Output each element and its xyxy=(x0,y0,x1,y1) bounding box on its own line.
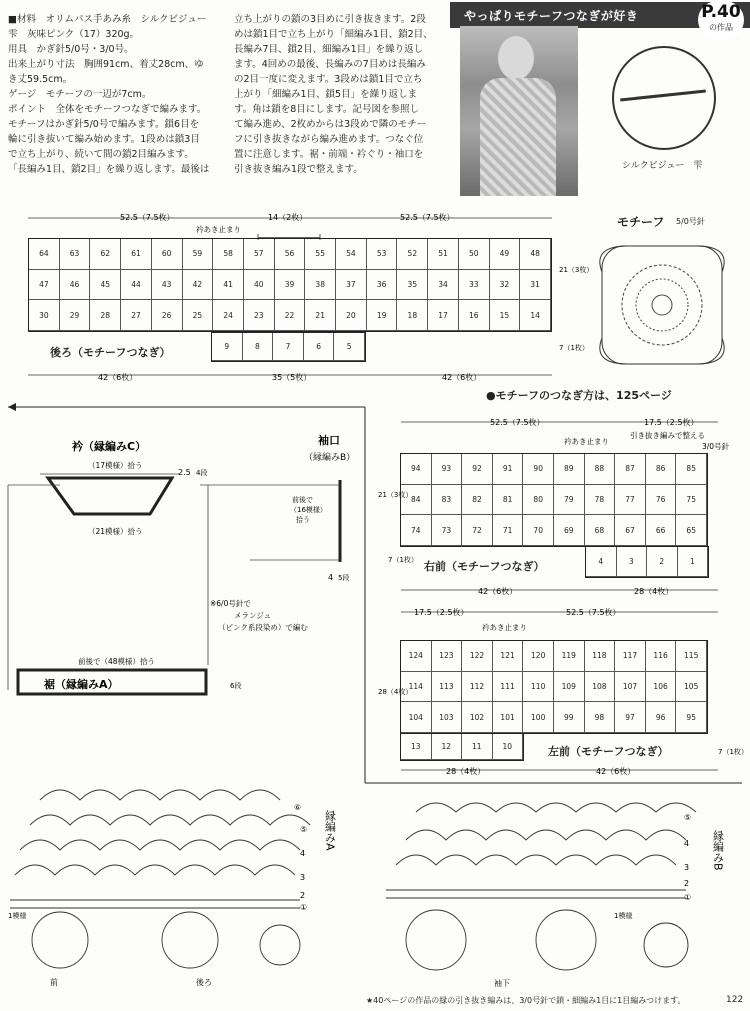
right-front-bottom-grid xyxy=(585,546,709,578)
motif-cell: 11 xyxy=(462,734,493,760)
motif-cell: 13 xyxy=(401,734,432,760)
page-badge xyxy=(698,1,744,39)
motif-cell: 15 xyxy=(490,300,521,331)
intro-line: 雫 灰味ピンク（17）320g。 xyxy=(8,29,140,40)
collar-top-pick: （17模様）拾う xyxy=(88,461,143,470)
motif-cell: 54 xyxy=(336,239,367,270)
motif-cell: 40 xyxy=(244,270,275,301)
photo-garment xyxy=(480,78,556,196)
motif-cell: 113 xyxy=(432,672,463,703)
back-bottom-dim-mid: 35（5枚） xyxy=(272,373,312,382)
intro-line: 「長編み1目、鎖2目」を繰り返します。最後は xyxy=(8,164,210,175)
motif-ring-mid xyxy=(636,279,688,331)
instr-line: 引き抜き編み1段で整えます。 xyxy=(234,164,363,175)
lf-bottom-dim-left: 28（4枚） xyxy=(446,767,486,776)
motif-cell: 53 xyxy=(367,239,398,270)
rf-trim-note: 引き抜き編みで整える xyxy=(630,431,705,440)
motif-cell: 68 xyxy=(585,515,616,546)
instr-line: 置に注意します。裾・前端・衿ぐり・袖口を xyxy=(234,149,424,160)
motif-cell: 27 xyxy=(121,300,152,331)
motif-cell: 93 xyxy=(432,454,463,485)
motif-cell: 29 xyxy=(60,300,91,331)
motif-cell: 46 xyxy=(60,270,91,301)
intro-line: 輪に引き抜いて編み始めます。1段めは鎖3目 xyxy=(8,134,200,145)
collar-band xyxy=(48,478,172,514)
motif-cell: 16 xyxy=(459,300,490,331)
motif-cell: 21 xyxy=(305,300,336,331)
motif-cell: 33 xyxy=(459,270,490,301)
motif-cell: 80 xyxy=(523,485,554,516)
motif-cell: 120 xyxy=(523,641,554,672)
left-front-bottom-grid xyxy=(400,733,524,761)
collar-rows-unit: 4段 xyxy=(196,469,208,477)
motif-cell: 44 xyxy=(121,270,152,301)
edge-a-row-3: 3 xyxy=(300,873,306,882)
motif-cell: 75 xyxy=(676,485,707,516)
motif-cell: 88 xyxy=(585,454,616,485)
section-banner xyxy=(450,2,750,32)
hem-pick: 前後で（48模様）拾う xyxy=(78,657,156,666)
motif-cell: 77 xyxy=(615,485,646,516)
rf-top-dim-right: 17.5（2.5枚） xyxy=(644,418,699,427)
motif-corners xyxy=(600,246,724,364)
edge-a-front: 前 xyxy=(50,978,58,987)
motif-cell: 70 xyxy=(523,515,554,546)
motif-cell: 24 xyxy=(213,300,244,331)
motif-cell: 96 xyxy=(646,702,677,733)
back-bottom-dim-left: 42（6枚） xyxy=(98,373,138,382)
motif-cell: 20 xyxy=(336,300,367,331)
edge-b-repeat: 1模様 xyxy=(614,912,633,920)
lf-top-dim-right: 52.5（7.5枚） xyxy=(566,608,621,617)
edge-a-row-6: ⑥ xyxy=(294,803,302,812)
rf-top-dim-left: 52.5（7.5枚） xyxy=(490,418,545,427)
motif-cell: 78 xyxy=(585,485,616,516)
edge-b-label: 縁編みB xyxy=(711,830,725,871)
arrow-left xyxy=(8,403,16,411)
motif-cell: 30 xyxy=(29,300,60,331)
motif-cell: 41 xyxy=(213,270,244,301)
intro-line: き丈59.5cm。 xyxy=(8,74,73,85)
motif-cell: 32 xyxy=(490,270,521,301)
intro-line: 出来上がり寸法 胸囲91cm、着丈28cm、ゆ xyxy=(8,59,204,70)
cuff-pick-b: （16模様） xyxy=(290,506,327,514)
motif-cell: 107 xyxy=(615,672,646,703)
motif-cell: 17 xyxy=(428,300,459,331)
rf-side-bottom: 7（1枚） xyxy=(388,556,418,564)
edge-a-stitches xyxy=(10,790,310,968)
motif-cell: 22 xyxy=(275,300,306,331)
page-badge-sub: の作品 xyxy=(709,23,733,32)
motif-cell: 124 xyxy=(401,641,432,672)
back-caption: 後ろ（モチーフつなぎ） xyxy=(50,346,171,359)
needle-note-3: （ピンク系段染め）で編む xyxy=(218,623,308,632)
motif-cell: 98 xyxy=(585,702,616,733)
motif-cell: 38 xyxy=(305,270,336,301)
motif-cell: 25 xyxy=(183,300,214,331)
motif-cell: 31 xyxy=(520,270,551,301)
motif-cell: 101 xyxy=(493,702,524,733)
motif-cell: 108 xyxy=(585,672,616,703)
motif-cell: 117 xyxy=(615,641,646,672)
motif-cell: 26 xyxy=(152,300,183,331)
cuff-title: 袖口 xyxy=(318,434,340,447)
motif-cell: 114 xyxy=(401,672,432,703)
motif-cell: 50 xyxy=(459,239,490,270)
motif-cell: 82 xyxy=(462,485,493,516)
motif-cell: 119 xyxy=(554,641,585,672)
motif-cell: 112 xyxy=(462,672,493,703)
motif-cell: 111 xyxy=(493,672,524,703)
back-side-dim-bottom: 7（1枚） xyxy=(559,344,589,352)
motif-title: モチーフ xyxy=(617,215,665,229)
motif-cell: 57 xyxy=(244,239,275,270)
edge-a-row-2: 2 xyxy=(300,891,306,900)
intro-line: モチーフはかぎ針5/0号で編みます。鎖6目を xyxy=(8,119,200,130)
cuff-pick-c: 拾う xyxy=(296,516,310,524)
motif-cell: 74 xyxy=(401,515,432,546)
needle-note-2: メランジュ xyxy=(234,611,272,620)
right-front-caption: 右前（モチーフつなぎ） xyxy=(424,560,545,573)
motif-cell: 1 xyxy=(678,547,709,577)
motif-cell: 5 xyxy=(334,333,365,361)
lf-neck-label: 衿あき止まり xyxy=(482,623,527,632)
edge-a-row-4: 4 xyxy=(300,849,306,858)
motif-cell: 23 xyxy=(244,300,275,331)
motif-cell: 102 xyxy=(462,702,493,733)
instructions-text xyxy=(234,12,456,177)
edge-b-row-4: 4 xyxy=(684,839,690,848)
edge-a-back: 後ろ xyxy=(196,978,212,987)
motif-cell: 95 xyxy=(676,702,707,733)
motif-cell: 7 xyxy=(273,333,304,361)
back-bottom-dim-right: 42（6枚） xyxy=(442,373,482,382)
intro-line: ■材料 オリムパス手あみ糸 シルクビジュー xyxy=(8,14,207,25)
intro-line: ポイント 全体をモチーフつなぎで編みます。 xyxy=(8,104,207,115)
motif-cell: 66 xyxy=(646,515,677,546)
motif-cell: 60 xyxy=(152,239,183,270)
motif-cell: 14 xyxy=(520,300,551,331)
motif-cell: 64 xyxy=(29,239,60,270)
edge-b-row-1: ① xyxy=(684,893,692,902)
cuff-rows: 4 xyxy=(328,573,334,582)
yarn-label: シルクビジュー 雫 xyxy=(622,161,703,171)
motif-cell: 115 xyxy=(676,641,707,672)
motif-cell: 79 xyxy=(554,485,585,516)
motif-ring-center xyxy=(652,295,672,315)
motif-cell: 19 xyxy=(367,300,398,331)
motif-cell: 58 xyxy=(213,239,244,270)
motif-cell: 84 xyxy=(401,485,432,516)
motif-cell: 110 xyxy=(523,672,554,703)
motif-cell: 91 xyxy=(493,454,524,485)
edge-a-row-5: ⑤ xyxy=(300,825,308,834)
motif-cell: 42 xyxy=(183,270,214,301)
edge-a-label: 縁編みA xyxy=(323,810,337,851)
instr-line: す。角は鎖を8目にします。記号図を参照し xyxy=(234,104,420,115)
lf-side-top: 28（4枚） xyxy=(378,688,413,696)
motif-cell: 69 xyxy=(554,515,585,546)
motif-cell: 118 xyxy=(585,641,616,672)
motif-cell: 56 xyxy=(275,239,306,270)
motif-cell: 85 xyxy=(676,454,707,485)
edge-b-row-3: 3 xyxy=(684,863,690,872)
motif-cell: 48 xyxy=(520,239,551,270)
yarn-sample xyxy=(590,40,740,190)
instr-line: 立ち上がりの鎖の3目めに引き抜きます。2段 xyxy=(234,14,426,25)
motif-cell: 63 xyxy=(60,239,91,270)
motif-cell: 76 xyxy=(646,485,677,516)
motif-cell: 9 xyxy=(212,333,243,361)
edge-b-stitches xyxy=(386,803,696,970)
motif-ring-outer xyxy=(622,265,702,345)
back-side-dim-top: 21（3枚） xyxy=(559,266,594,274)
motif-cell: 73 xyxy=(432,515,463,546)
motif-cell: 116 xyxy=(646,641,677,672)
motif-link-note: ●モチーフのつなぎ方は、125ページ xyxy=(486,389,672,402)
motif-cell: 52 xyxy=(397,239,428,270)
instr-line: ます。4回めの最後、長編みの7目めは長編み xyxy=(234,59,426,70)
motif-cell: 65 xyxy=(676,515,707,546)
hem-rows: 6段 xyxy=(230,682,242,690)
motif-cell: 36 xyxy=(367,270,398,301)
intro-line: ゲージ モチーフの一辺が7cm。 xyxy=(8,89,152,100)
motif-cell: 92 xyxy=(462,454,493,485)
back-grid xyxy=(28,238,552,332)
motif-cell: 34 xyxy=(428,270,459,301)
materials-text xyxy=(8,12,230,177)
motif-cell: 4 xyxy=(586,547,617,577)
collar-cuff-hem-svg xyxy=(0,430,365,720)
edge-b-row-2: 2 xyxy=(684,879,690,888)
motif-cell: 43 xyxy=(152,270,183,301)
intro-line: で立ち上がり、続いて間の鎖2目編みます。 xyxy=(8,149,194,160)
instr-line: の2目一度に変えます。3段めは鎖1目で立ち xyxy=(234,74,423,85)
motif-cell: 59 xyxy=(183,239,214,270)
edge-b-row-5: ⑤ xyxy=(684,813,692,822)
rf-side-top: 21（3枚） xyxy=(378,491,413,499)
back-top-dim-right: 52.5（7.5枚） xyxy=(400,213,455,222)
instr-line: て編み進め、2枚めからは3段めで隣のモチー xyxy=(234,119,427,130)
motif-cell: 55 xyxy=(305,239,336,270)
sleeve-outline xyxy=(200,485,340,560)
needle-note-1: ※6/0号針で xyxy=(210,599,251,608)
banner-title: やっぱりモチーフつなぎが好き xyxy=(464,9,639,23)
motif-cell: 18 xyxy=(397,300,428,331)
motif-cell: 103 xyxy=(432,702,463,733)
motif-symbol-chart xyxy=(588,232,738,380)
instr-line: 上がり「細編み1目、鎖5目」を繰り返しま xyxy=(234,89,418,100)
back-neck-label: 衿あき止まり xyxy=(196,225,241,234)
motif-cell: 81 xyxy=(493,485,524,516)
motif-cell: 122 xyxy=(462,641,493,672)
model-photo xyxy=(460,26,578,196)
motif-cell: 51 xyxy=(428,239,459,270)
motif-cell: 105 xyxy=(676,672,707,703)
motif-cell: 87 xyxy=(615,454,646,485)
motif-cell: 62 xyxy=(90,239,121,270)
motif-cell: 6 xyxy=(304,333,335,361)
collar-title: 衿（縁編みC） xyxy=(72,440,147,453)
edge-b-underarm: 袖下 xyxy=(494,979,510,988)
lf-top-dim-left: 17.5（2.5枚） xyxy=(414,608,469,617)
instr-line: 長編み7目、鎖2目、細編み1目」を繰り返し xyxy=(234,44,424,55)
back-top-dim-left: 52.5（7.5枚） xyxy=(120,213,175,222)
intro-line: 用具 かぎ針5/0号・3/0号。 xyxy=(8,44,134,55)
motif-cell: 72 xyxy=(462,515,493,546)
cuff-pick-a: 前後で xyxy=(292,496,313,504)
collar-rows: 2.5 xyxy=(178,468,191,477)
lf-side-bottom: 7（1枚） xyxy=(718,748,748,756)
motif-cell: 8 xyxy=(243,333,274,361)
motif-needle: 5/0号針 xyxy=(676,217,705,226)
motif-cell: 3 xyxy=(617,547,648,577)
cuff-rows-unit: 5段 xyxy=(338,574,350,582)
motif-cell: 35 xyxy=(397,270,428,301)
motif-cell: 67 xyxy=(615,515,646,546)
motif-cell: 71 xyxy=(493,515,524,546)
motif-cell: 121 xyxy=(493,641,524,672)
hem-title: 裾（縁編みA） xyxy=(44,678,119,691)
motif-cell: 61 xyxy=(121,239,152,270)
right-front-grid xyxy=(400,453,708,547)
cuff-sub: （縁編みB） xyxy=(304,453,356,463)
page-badge-number: P.40 xyxy=(701,2,741,22)
motif-cell: 97 xyxy=(615,702,646,733)
instr-line: フに引き抜きながら編み進めます。つなぐ位 xyxy=(234,134,424,145)
left-front-caption: 左前（モチーフつなぎ） xyxy=(548,745,669,758)
rf-needle: 3/0号針 xyxy=(702,442,730,451)
motif-cell: 49 xyxy=(490,239,521,270)
motif-cell: 89 xyxy=(554,454,585,485)
edge-a-chart xyxy=(0,780,360,990)
rf-neck-label: 衿あき止まり xyxy=(564,437,609,446)
motif-cell: 100 xyxy=(523,702,554,733)
motif-cell: 37 xyxy=(336,270,367,301)
motif-cell: 106 xyxy=(646,672,677,703)
motif-cell: 83 xyxy=(432,485,463,516)
motif-cell: 99 xyxy=(554,702,585,733)
left-front-grid xyxy=(400,640,708,734)
motif-cell: 123 xyxy=(432,641,463,672)
motif-outline xyxy=(602,246,722,364)
motif-cell: 45 xyxy=(90,270,121,301)
motif-cell: 28 xyxy=(90,300,121,331)
collar-bottom-pick: （21模様）拾う xyxy=(88,527,143,536)
motif-cell: 90 xyxy=(523,454,554,485)
edge-b-chart xyxy=(366,800,750,990)
rf-bottom-dim-left: 42（6枚） xyxy=(478,587,518,596)
photo-head xyxy=(498,36,534,80)
motif-cell: 47 xyxy=(29,270,60,301)
motif-cell: 109 xyxy=(554,672,585,703)
motif-cell: 10 xyxy=(493,734,524,760)
motif-cell: 12 xyxy=(432,734,463,760)
rf-bottom-dim-right: 28（4枚） xyxy=(634,587,674,596)
page-number: 122 xyxy=(726,995,744,1005)
motif-cell: 2 xyxy=(647,547,678,577)
edge-a-row-1: ① xyxy=(300,903,308,912)
motif-cell: 104 xyxy=(401,702,432,733)
motif-cell: 39 xyxy=(275,270,306,301)
back-bottom-grid xyxy=(211,332,366,362)
motif-cell: 86 xyxy=(646,454,677,485)
footnote: ★40ページの作品の縁の引き抜き編みは、3/0号針で鎖・細編み1目に1目編みつけます。 xyxy=(366,996,686,1005)
edge-a-repeat: 1模様 xyxy=(8,912,27,920)
back-top-dim-mid: 14（2枚） xyxy=(268,213,308,222)
lf-bottom-dim-right: 42（6枚） xyxy=(596,767,636,776)
motif-cell: 94 xyxy=(401,454,432,485)
instr-line: めは鎖1目で立ち上がり「細編み1目、鎖2目、 xyxy=(234,29,433,40)
